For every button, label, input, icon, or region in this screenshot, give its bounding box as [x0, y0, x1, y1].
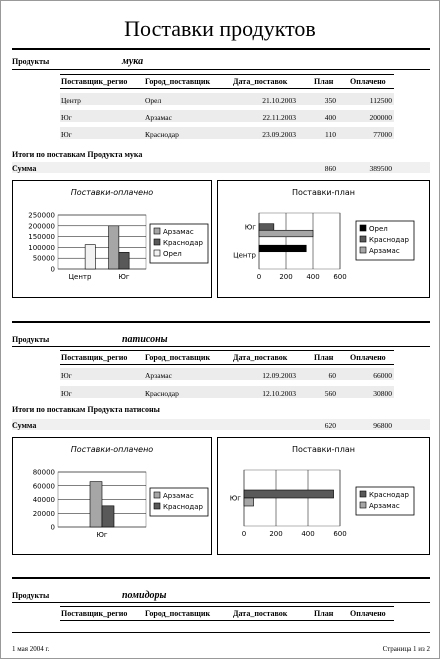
- cell-city: Краснодар: [145, 389, 179, 398]
- sum-paid: 389500: [369, 164, 392, 173]
- legend-swatch: [154, 492, 160, 498]
- cell-city: Орел: [145, 96, 162, 105]
- y-tick-label: 250000: [28, 211, 55, 220]
- chart-plan-1: [217, 180, 430, 298]
- bar-Краснодар: [119, 252, 129, 269]
- chart-plot: [218, 181, 430, 298]
- col-header-paid: Оплачено: [350, 609, 386, 618]
- table-header-bottom-rule: [60, 364, 394, 365]
- total-caption: Итоги по поставкам Продукта мука: [12, 150, 143, 159]
- col-header-date: Дата_поставок: [233, 353, 288, 362]
- x-tick-label: Юг: [96, 531, 108, 539]
- chart-plan-2: [217, 437, 430, 555]
- x-tick-label: 400: [301, 530, 315, 538]
- col-header-region: Поставщик_регио: [61, 77, 128, 86]
- sum-paid: 96800: [373, 421, 392, 430]
- bar-Арзамас: [109, 226, 119, 269]
- legend-label: Арзамас: [163, 228, 194, 236]
- cell-date: 21.10.2003: [262, 96, 296, 105]
- table-header-bottom-rule: [60, 620, 394, 621]
- product-name: мука: [122, 56, 144, 67]
- col-header-region: Поставщик_регио: [61, 353, 128, 362]
- title-rule: [12, 48, 430, 50]
- x-tick-label: 200: [279, 273, 293, 281]
- cell-plan: 350: [324, 96, 336, 105]
- chart-plot: [218, 438, 430, 555]
- y-tick-label: 60000: [32, 482, 55, 491]
- legend-swatch: [360, 502, 366, 508]
- cell-plan: 560: [324, 389, 336, 398]
- col-header-paid: Оплачено: [350, 77, 386, 86]
- col-header-plan: План: [314, 609, 334, 618]
- footer-rule: [12, 632, 430, 633]
- cell-date: 22.11.2003: [262, 113, 296, 122]
- x-tick-label: Центр: [68, 273, 92, 281]
- x-tick-label: 400: [306, 273, 320, 281]
- y-tick-label: Центр: [233, 251, 256, 260]
- plot-area: [259, 213, 340, 269]
- y-tick-label: 0: [50, 523, 55, 532]
- legend-swatch: [360, 247, 366, 253]
- col-header-paid: Оплачено: [350, 353, 386, 362]
- legend-label: Краснодар: [369, 491, 409, 499]
- group-separator: [12, 577, 430, 579]
- group-rule: [12, 346, 430, 347]
- group-separator: [12, 321, 430, 323]
- group-rule: [12, 602, 430, 603]
- product-label: Продукты: [12, 57, 50, 66]
- bar-Арзамас: [90, 482, 102, 527]
- legend-swatch: [360, 236, 366, 242]
- cell-date: 12.09.2003: [262, 371, 296, 380]
- legend-swatch: [154, 239, 160, 245]
- sum-label: Сумма: [12, 164, 37, 173]
- col-header-date: Дата_поставок: [233, 77, 288, 86]
- y-tick-label: 80000: [32, 468, 55, 477]
- cell-region: Центр: [61, 96, 81, 105]
- y-tick-label: 50000: [32, 254, 55, 263]
- legend-label: Краснодар: [369, 236, 409, 244]
- x-tick-label: Юг: [118, 273, 130, 281]
- bar-Арзамас: [244, 498, 254, 506]
- table-header-top-rule: [60, 74, 394, 75]
- x-tick-label: 600: [333, 530, 347, 538]
- chart-title: Поставки-оплачено: [70, 188, 154, 197]
- chart-plot: [13, 438, 212, 555]
- cell-region: Юг: [61, 371, 72, 380]
- cell-region: Юг: [61, 130, 72, 139]
- y-tick-label: 0: [50, 265, 55, 274]
- legend-label: Краснодар: [163, 503, 203, 511]
- y-tick-label: 40000: [32, 496, 55, 504]
- y-tick-label: 20000: [32, 509, 55, 518]
- col-header-plan: План: [314, 77, 334, 86]
- y-tick-label: 150000: [28, 233, 55, 242]
- table-header-top-rule: [60, 606, 394, 607]
- total-caption: Итоги по поставкам Продукта патисоны: [12, 405, 160, 414]
- cell-region: Юг: [61, 389, 72, 398]
- legend-label: Арзамас: [163, 492, 194, 500]
- bar-Краснодар: [259, 224, 274, 231]
- cell-date: 12.10.2003: [262, 389, 296, 398]
- product-label: Продукты: [12, 335, 50, 344]
- bar-Орел: [85, 245, 95, 269]
- plot-area: [58, 215, 146, 269]
- y-tick-label: 100000: [28, 243, 55, 252]
- chart-title: Поставки-оплачено: [70, 445, 154, 454]
- col-header-city: Город_поставщик: [145, 77, 211, 86]
- legend-label: Арзамас: [369, 247, 400, 255]
- cell-plan: 400: [324, 113, 336, 122]
- chart-title: Поставки-план: [292, 445, 355, 454]
- bar-Арзамас: [259, 230, 313, 237]
- footer-date: 1 мая 2004 г.: [12, 645, 50, 653]
- cell-city: Арзамас: [145, 371, 172, 380]
- x-tick-label: 0: [241, 530, 247, 538]
- cell-paid: 30800: [373, 389, 392, 398]
- cell-plan: 60: [328, 371, 336, 380]
- legend-swatch: [154, 228, 160, 234]
- cell-paid: 200000: [369, 113, 392, 122]
- legend-label: Орел: [369, 225, 388, 233]
- bar-Краснодар: [244, 490, 334, 498]
- table-header-top-rule: [60, 350, 394, 351]
- cell-paid: 77000: [373, 130, 392, 139]
- footer-page: Страница 1 из 2: [382, 645, 430, 653]
- col-header-date: Дата_поставок: [233, 609, 288, 618]
- col-header-city: Город_поставщик: [145, 609, 211, 618]
- legend-label: Орел: [163, 250, 182, 258]
- cell-paid: 112500: [369, 96, 392, 105]
- report-title: Поставки продуктов: [124, 16, 316, 41]
- cell-plan: 110: [325, 130, 336, 139]
- x-tick-label: 200: [269, 530, 283, 538]
- legend-swatch: [360, 225, 366, 231]
- sum-plan: 620: [324, 421, 336, 430]
- col-header-plan: План: [314, 353, 334, 362]
- bar-Краснодар: [102, 506, 114, 527]
- sum-plan: 860: [324, 164, 336, 173]
- cell-date: 23.09.2003: [262, 130, 296, 139]
- cell-region: Юг: [61, 113, 72, 122]
- chart-title: Поставки-план: [292, 188, 355, 197]
- col-header-region: Поставщик_регио: [61, 609, 128, 618]
- product-name: патисоны: [122, 334, 168, 345]
- y-tick-label: 200000: [28, 222, 55, 231]
- legend-swatch: [154, 250, 160, 256]
- col-header-city: Город_поставщик: [145, 353, 211, 362]
- product-name: помидоры: [122, 590, 167, 601]
- sum-label: Сумма: [12, 421, 37, 430]
- legend-label: Арзамас: [369, 502, 400, 510]
- group-rule: [12, 69, 430, 70]
- chart-paid-2: [12, 437, 212, 555]
- cell-paid: 66000: [373, 371, 392, 380]
- y-tick-label: Юг: [229, 494, 241, 503]
- y-tick-label: Юг: [244, 223, 256, 232]
- product-label: Продукты: [12, 591, 50, 600]
- bar-Орел: [259, 245, 306, 252]
- cell-city: Краснодар: [145, 130, 179, 139]
- x-tick-label: 600: [333, 273, 347, 281]
- legend-swatch: [154, 503, 160, 509]
- cell-city: Арзамас: [145, 113, 172, 122]
- legend-label: Краснодар: [163, 239, 203, 247]
- table-header-bottom-rule: [60, 88, 394, 89]
- chart-paid-1: [12, 180, 212, 298]
- x-tick-label: 0: [256, 273, 262, 281]
- chart-plot: [13, 181, 212, 298]
- legend-swatch: [360, 491, 366, 497]
